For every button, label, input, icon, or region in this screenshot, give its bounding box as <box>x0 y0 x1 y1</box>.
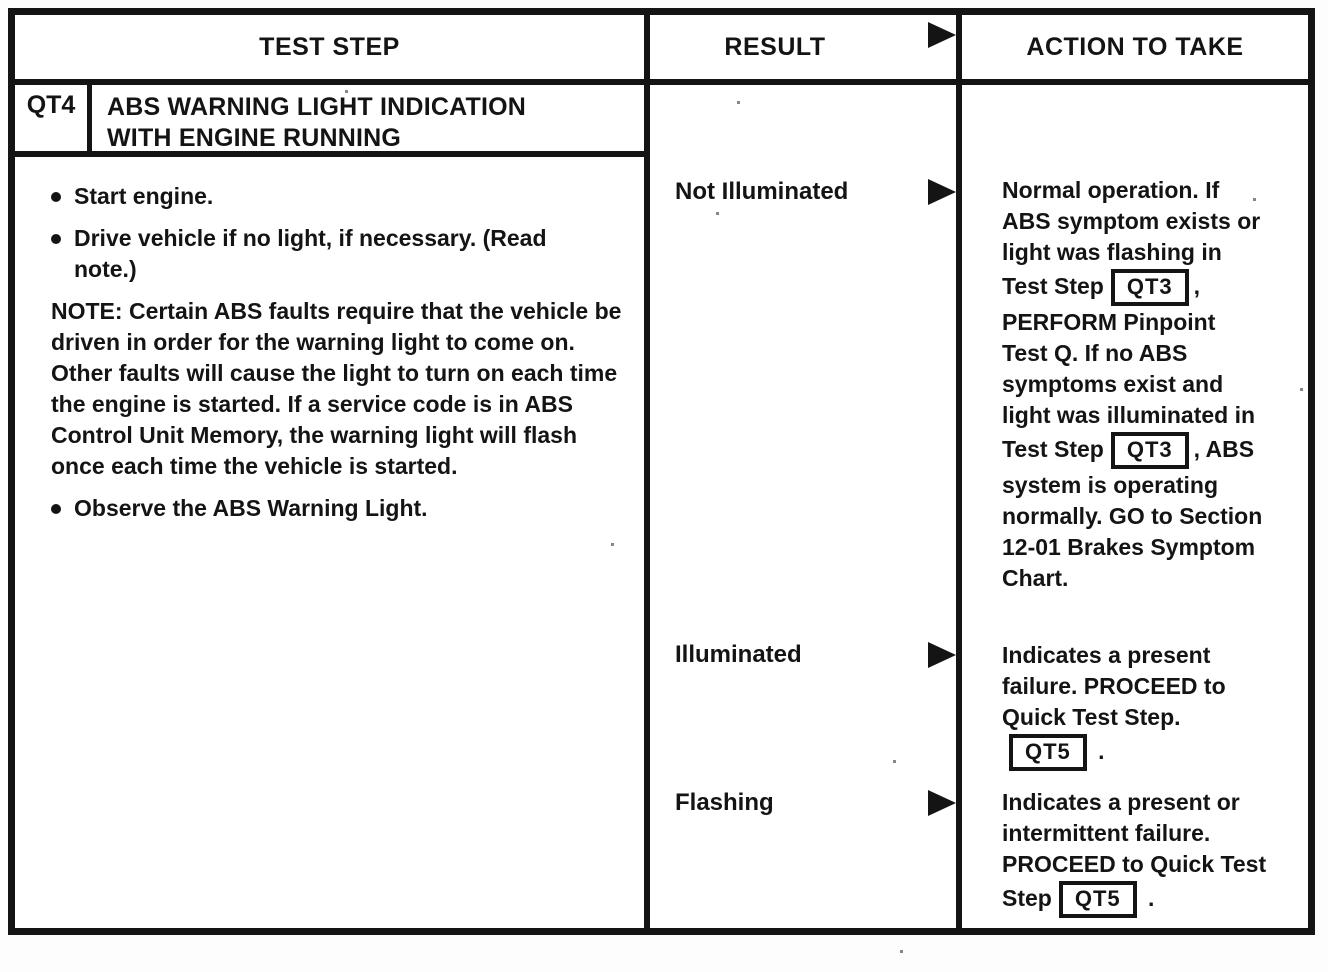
test-step-title-line: ABS WARNING LIGHT INDICATION <box>107 93 527 121</box>
action-text <box>1002 640 1254 772</box>
bullet-icon <box>51 234 61 244</box>
instruction-item <box>51 181 611 212</box>
bullet-icon <box>51 504 61 514</box>
test-step-body <box>15 163 644 928</box>
result-flashing <box>650 788 956 818</box>
column-header-action <box>962 15 1308 79</box>
result-label: Illuminated <box>675 641 802 668</box>
instruction-text: Observe the ABS Warning Light. <box>74 495 428 521</box>
action-text-segment: , ABS system is operating normally. GO to Section 12-01 Brakes Symptom Chart. <box>1002 436 1263 591</box>
note-label: NOTE: <box>51 298 123 324</box>
action-text-segment: , PERFORM Pinpoint Test Q. If no ABS symptoms exist and light was illuminated in Test Step <box>1002 273 1256 462</box>
test-step-ref-box: QT5 <box>1059 881 1137 918</box>
test-step-banner <box>15 85 644 157</box>
diagnostic-table <box>8 8 1315 935</box>
action-text-segment: . <box>1141 885 1155 911</box>
result-illuminated <box>650 640 956 670</box>
test-step-ref-box: QT5 <box>1009 734 1087 771</box>
note-paragraph <box>51 296 624 482</box>
column-header-label: TEST STEP <box>259 32 400 61</box>
test-step-code: QT4 <box>15 85 92 151</box>
test-step-title <box>107 92 636 154</box>
action-text-segment: Normal operation. If ABS symptom exists or light was flashing in Test Step <box>1002 177 1261 299</box>
test-step-title-line: WITH ENGINE RUNNING <box>107 124 402 152</box>
action-text-segment: Indicates a present or intermittent failure. PROCEED to Quick Test Step <box>1002 789 1267 911</box>
column-header-result <box>650 15 956 79</box>
column-header-test-step <box>15 15 644 79</box>
action-text-segment: Indicates a present failure. PROCEED to Quick Test Step. <box>1002 642 1226 730</box>
test-step-ref-box: QT3 <box>1111 269 1189 306</box>
flow-arrow-icon <box>928 642 956 668</box>
flow-arrow-icon <box>928 790 956 816</box>
action-text <box>1002 787 1278 919</box>
test-step-ref-box: QT3 <box>1111 432 1189 469</box>
column-header-label: ACTION TO TAKE <box>1026 32 1244 61</box>
action-text <box>1002 175 1264 594</box>
bullet-icon <box>51 192 61 202</box>
column-divider <box>956 15 962 928</box>
column-header-label: RESULT <box>724 32 826 61</box>
result-not-illuminated <box>650 177 956 207</box>
result-label: Flashing <box>675 789 774 816</box>
action-text-segment: . <box>1091 738 1105 764</box>
instruction-item <box>51 493 611 524</box>
note-text: Certain ABS faults require that the vehicle be driven in order for the warning light to come on. Other faults will cause the light to turn on each time the engine is started. If a service code is in ABS Control Unit Memory, the warning light will flash once each time the vehicle is started. <box>51 298 622 479</box>
instruction-item <box>51 223 611 285</box>
flow-arrow-icon <box>928 179 956 205</box>
result-label: Not Illuminated <box>675 178 849 205</box>
instruction-text: Start engine. <box>74 183 214 209</box>
instruction-text: Drive vehicle if no light, if necessary. (Read note.) <box>74 225 547 282</box>
flow-arrow-icon <box>928 22 956 48</box>
